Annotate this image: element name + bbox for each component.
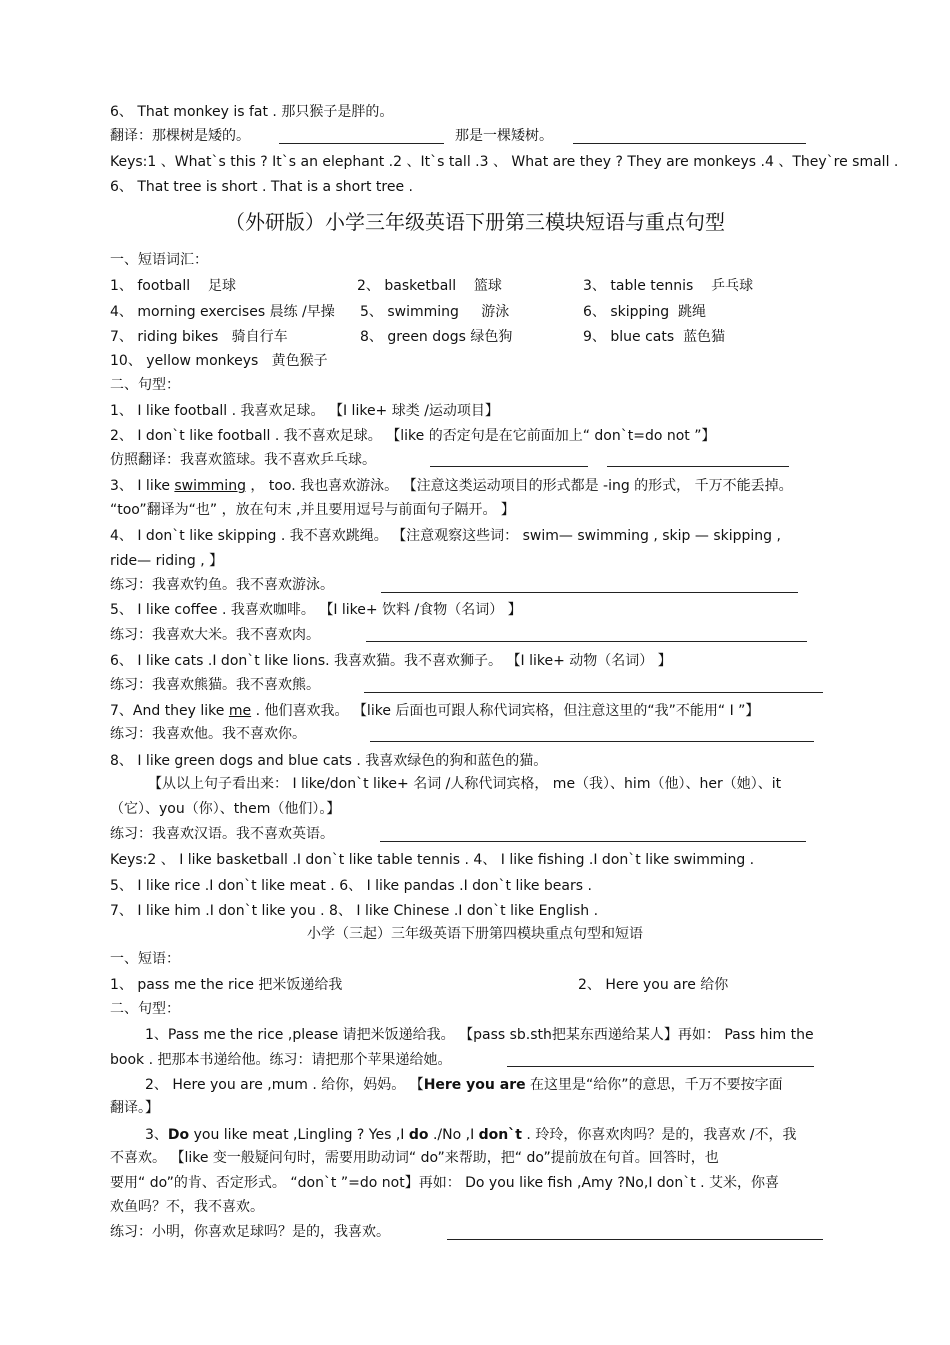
sentence-5: 5、 I like coffee . 我喜欢咖啡。 【I like+ 饮料 /食物（名词） 】 xyxy=(110,602,522,618)
practice-4: 练习：我喜欢钓鱼。我不喜欢游泳。 xyxy=(110,577,334,593)
sentence-6: 6、 I like cats .I don`t like lions. 我喜欢猫。我不喜欢狮子。 【I like+ 动物（名词） 】 xyxy=(110,653,672,669)
vocab-item: 10、 yellow monkeys 黄色猴子 xyxy=(110,353,328,369)
answer-blank[interactable] xyxy=(279,143,444,144)
pattern-3: 3、Do you like meat ,Lingling ? Yes ,I do ./No ,I don`t . 玲玲，你喜欢肉吗？是的，我喜欢 /不，我 xyxy=(145,1127,797,1143)
item-6: 6、 That monkey is fat . 那只猴子是胖的。 xyxy=(110,104,394,120)
sentence-4-cont: ride— riding , 】 xyxy=(110,553,224,569)
answer-blank[interactable] xyxy=(364,692,823,693)
answer-blank[interactable] xyxy=(573,143,806,144)
vocab-item: 4、 morning exercises 晨练 /早操 xyxy=(110,304,335,320)
sentence-8: 8、 I like green dogs and blue cats . 我喜欢绿色的狗和蓝色的猫。 xyxy=(110,753,548,769)
answer-blank[interactable] xyxy=(370,741,814,742)
pattern-1-cont: book . 把那本书递给他。练习：请把那个苹果递给她。 xyxy=(110,1052,452,1068)
translate-label: 翻译：那棵树是矮的。 xyxy=(110,128,250,144)
keys-line: Keys:2 、 I like basketball .I don`t like table tennis . 4、 I like fishing .I don`t like swimming . xyxy=(110,852,755,868)
pattern-1: 1、Pass me the rice ,please 请把米饭递给我。 【pass sb.sth把某东西递给某人】再如： Pass him the xyxy=(145,1027,814,1043)
answer-blank[interactable] xyxy=(380,841,806,842)
sentence-1: 1、 I like football . 我喜欢足球。 【I like+ 球类 /运动项目】 xyxy=(110,403,499,419)
sentence-7: 7、And they like me . 他们喜欢我。 【like 后面也可跟人称代词宾格，但注意这里的“我”不能用“ I ”】 xyxy=(110,703,760,719)
sentence-heading: 二、句型： xyxy=(110,377,180,393)
phrase-heading: 一、短语： xyxy=(110,951,180,967)
vocab-item: 9、 blue cats 蓝色猫 xyxy=(583,329,726,345)
translate-second: 那是一棵矮树。 xyxy=(455,128,553,144)
pattern-3-cont: 不喜欢。 【like 变一般疑问句时，需要用助动词“ do”来帮助，把“ do”提前放在句首。回答时，也 xyxy=(110,1150,719,1166)
module3-title: （外研版）小学三年级英语下册第三模块短语与重点句型 xyxy=(225,210,725,234)
vocab-item: 6、 skipping 跳绳 xyxy=(583,304,706,320)
keys-line: 5、 I like rice .I don`t like meat . 6、 I like pandas .I don`t like bears . xyxy=(110,878,592,894)
practice-2: 仿照翻译：我喜欢篮球。我不喜欢乒乓球。 xyxy=(110,452,376,468)
answer-blank[interactable] xyxy=(447,1239,823,1240)
sentence-3: 3、 I like swimming ， too. 我也喜欢游泳。 【注意这类运动项目的形式都是 -ing 的形式， 千万不能丢掉。 xyxy=(110,478,793,494)
vocab-item: 5、 swimming 游泳 xyxy=(360,304,510,320)
answer-blank[interactable] xyxy=(607,466,789,467)
pattern-3-cont: 欢鱼吗？不，我不喜欢。 xyxy=(110,1199,264,1215)
vocab-item: 2、 basketball 篮球 xyxy=(357,278,502,294)
practice-6: 练习：我喜欢熊猫。我不喜欢熊。 xyxy=(110,677,320,693)
vocab-item: 7、 riding bikes 骑自行车 xyxy=(110,329,288,345)
phrase-2: 2、 Here you are 给你 xyxy=(578,977,729,993)
module4-title: 小学（三起）三年级英语下册第四模块重点句型和短语 xyxy=(307,926,643,942)
keys-line: 6、 That tree is short . That is a short tree . xyxy=(110,179,413,195)
phrase-1: 1、 pass me the rice 把米饭递给我 xyxy=(110,977,343,993)
vocab-item: 8、 green dogs 绿色狗 xyxy=(360,329,513,345)
pattern-3-cont: 要用“ do”的肯、否定形式。 “don`t ”=do not】再如： Do you like fish ,Amy ?No,I don`t . 艾米，你喜 xyxy=(110,1175,780,1191)
sentence-8-note: 【从以上句子看出来： I like/don`t like+ 名词 /人称代词宾格， me（我）、him（他）、her（她）、it xyxy=(148,776,782,792)
vocab-heading: 一、短语词汇： xyxy=(110,252,208,268)
answer-blank[interactable] xyxy=(381,592,798,593)
pattern-2: 2、 Here you are ,mum . 给你，妈妈。 【Here you are 在这里是“给你”的意思，千万不要按字面 xyxy=(145,1077,783,1093)
keys-line: 7、 I like him .I don`t like you . 8、 I like Chinese .I don`t like English . xyxy=(110,903,599,919)
answer-blank[interactable] xyxy=(507,1066,814,1067)
pattern-2-cont: 翻译。】 xyxy=(110,1100,159,1116)
practice-pattern-3: 练习：小明，你喜欢足球吗？是的，我喜欢。 xyxy=(110,1224,390,1240)
practice-5: 练习：我喜欢大米。我不喜欢肉。 xyxy=(110,627,320,643)
sentence-4: 4、 I don`t like skipping . 我不喜欢跳绳。 【注意观察这些词： swim— swimming , skip — skipping , xyxy=(110,528,781,544)
practice-8: 练习：我喜欢汉语。我不喜欢英语。 xyxy=(110,826,334,842)
answer-blank[interactable] xyxy=(430,466,588,467)
answer-blank[interactable] xyxy=(366,641,807,642)
sentence-8-note-cont: （它）、you（你）、them（他们）。】 xyxy=(110,801,341,817)
practice-7: 练习：我喜欢他。我不喜欢你。 xyxy=(110,726,306,742)
sentence-3-note: “too”翻译为“也” ，放在句末 ,并且要用逗号与前面句子隔开。 】 xyxy=(110,502,515,518)
sentence-2: 2、 I don`t like football . 我不喜欢足球。 【like 的否定句是在它前面加上“ don`t=do not ”】 xyxy=(110,428,716,444)
vocab-item: 3、 table tennis 乒乓球 xyxy=(583,278,754,294)
sentence-heading: 二、句型： xyxy=(110,1001,180,1017)
keys-line: Keys:1 、What`s this ? It`s an elephant .2 、It`s tall .3 、 What are they ? They are monkeys .4 、They`re small . xyxy=(110,154,899,170)
vocab-item: 1、 football 足球 xyxy=(110,278,236,294)
